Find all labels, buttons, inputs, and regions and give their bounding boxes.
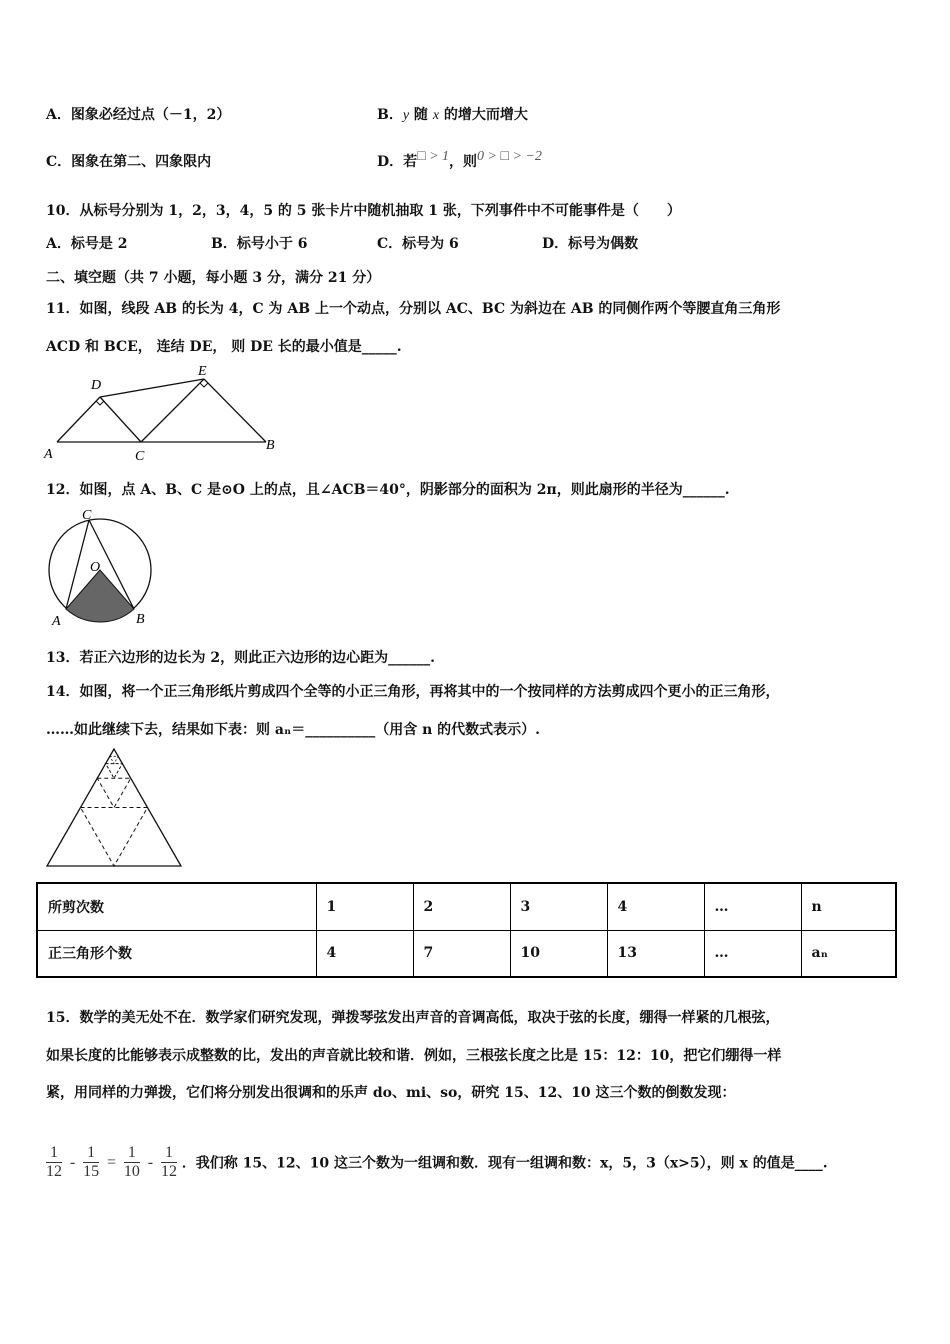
q15-formula-line	[46, 1144, 828, 1181]
q9-option-b-suffix: 的增大而增大	[439, 107, 528, 123]
minus-sign: -	[147, 1153, 154, 1171]
q9-option-d-result: 0 > □ > −2	[477, 149, 542, 164]
q11-stem-line2: ACD 和 BCE， 连结 DE， 则 DE 长的最小值是_____.	[46, 339, 402, 355]
label-c: C	[82, 508, 92, 523]
section-title-fill-in: 二、填空题（共 7 小题，每小题 3 分，满分 21 分）	[46, 270, 381, 286]
q9-option-c: C．图象在第二、四象限内	[46, 154, 212, 170]
fraction-1-12-b: $\frac{1}{12}$	[160, 1144, 177, 1180]
q9-option-d	[377, 151, 542, 171]
segment-dc	[100, 397, 141, 442]
q10-option-d: D．标号为偶数	[542, 236, 639, 252]
label-a: A	[44, 447, 53, 462]
q9-option-b-prefix: B．	[377, 107, 403, 123]
label-b: B	[266, 438, 275, 453]
label-c: C	[135, 449, 145, 464]
cut-level-2	[97, 778, 131, 807]
q9-option-a: A．图象必经过点（－1，2）	[46, 107, 231, 123]
q9-option-b-var-y: y	[402, 108, 410, 123]
segment-ad	[57, 397, 100, 442]
q12-figure	[40, 505, 160, 630]
right-angle-mark-e	[200, 383, 208, 387]
right-angle-mark-d	[96, 401, 104, 405]
q14-triangle-figure	[40, 745, 190, 870]
q13-stem: 13．若正六边形的边长为 2，则此正六边形的边心距为______.	[46, 650, 435, 666]
q10-option-c: C．标号为 6	[377, 236, 459, 252]
table-row-cut-times	[37, 883, 896, 930]
q9-option-d-condition: □ > 1	[417, 149, 450, 164]
q15-tail-text: ．我们称 15、12、10 这三个数为一组调和数．现有一组调和数：x，5，3（x>5），则 x 的值是____.	[181, 1155, 828, 1172]
table-cell: 10	[510, 930, 607, 977]
q9-option-d-prefix: D．若	[377, 154, 418, 170]
table-cell: 4	[316, 930, 413, 977]
cut-level-3	[106, 764, 123, 779]
table-cell: 4	[607, 883, 704, 930]
shaded-sector	[66, 570, 134, 622]
q14-stem-line1: 14．如图，将一个正三角形纸片剪成四个全等的小正三角形，再将其中的一个按同样的方法剪成四个更小的正三角形，	[46, 684, 780, 700]
table-cell: 7	[413, 930, 510, 977]
q9-option-b-var-x: x	[432, 108, 440, 123]
table-row-triangle-count	[37, 930, 896, 977]
table-cell: …	[704, 883, 801, 930]
q14-stem-line2: ……如此继续下去，结果如下表：则 aₙ＝__________（用含 n 的代数式表示）.	[46, 722, 541, 738]
fraction-1-15: $\frac{1}{15}$	[83, 1144, 100, 1180]
minus-sign: -	[69, 1153, 76, 1171]
label-a: A	[52, 614, 61, 629]
equals-sign: =	[106, 1153, 116, 1171]
label-d: D	[91, 378, 102, 393]
table-header-cell: 正三角形个数	[37, 930, 316, 977]
q9-option-b-mid: 随	[409, 107, 433, 123]
cut-level-1	[81, 808, 148, 867]
fraction-1-10: $\frac{1}{10}$	[123, 1144, 140, 1180]
q11-figure	[40, 360, 285, 465]
fraction-1-12: $\frac{1}{12}$	[46, 1144, 62, 1180]
q15-stem-line1: 15．数学的美无处不在．数学家们研究发现，弹拨琴弦发出声音的音调高低，取决于弦的长度，绷得一样紧的几根弦，	[46, 1010, 780, 1026]
q15-stem-line2: 如果长度的比能够表示成整数的比，发出的声音就比较和谐．例如，三根弦长度之比是 15：12：10，把它们绷得一样	[46, 1048, 782, 1064]
table-cell: 13	[607, 930, 704, 977]
q9-option-d-then: ，则	[449, 154, 478, 170]
table-cell: aₙ	[801, 930, 896, 977]
label-o: O	[90, 560, 101, 575]
table-cell: 3	[510, 883, 607, 930]
table-header-cell: 所剪次数	[37, 883, 316, 930]
q11-stem-line1: 11．如图，线段 AB 的长为 4，C 为 AB 上一个动点，分别以 AC、BC 为斜边在 AB 的同侧作两个等腰直角三角形	[46, 301, 781, 317]
q12-stem: 12．如图，点 A、B、C 是⊙O 上的点，且∠ACB＝40°，阴影部分的面积为 2π，则此扇形的半径为______.	[46, 482, 730, 498]
q10-option-b: B．标号小于 6	[211, 236, 308, 252]
label-b: B	[136, 612, 145, 627]
segment-eb	[204, 379, 266, 442]
outer-triangle	[47, 749, 181, 866]
table-cell: 1	[316, 883, 413, 930]
q10-stem: 10．从标号分别为 1，2，3，4，5 的 5 张卡片中随机抽取 1 张，下列事件中不可能事件是（ ）	[46, 203, 681, 219]
cut-level-4	[110, 756, 118, 763]
table-cell: 2	[413, 883, 510, 930]
table-cell: n	[801, 883, 896, 930]
label-e: E	[198, 364, 207, 379]
cut-count-table	[36, 882, 897, 978]
q10-option-a: A．标号是 2	[46, 236, 128, 252]
q9-option-b	[377, 104, 528, 124]
table-cell: …	[704, 930, 801, 977]
q15-stem-line3: 紧，用同样的力弹拨，它们将分别发出很调和的乐声 do、mi、so，研究 15、12、10 这三个数的倒数发现：	[46, 1085, 736, 1101]
